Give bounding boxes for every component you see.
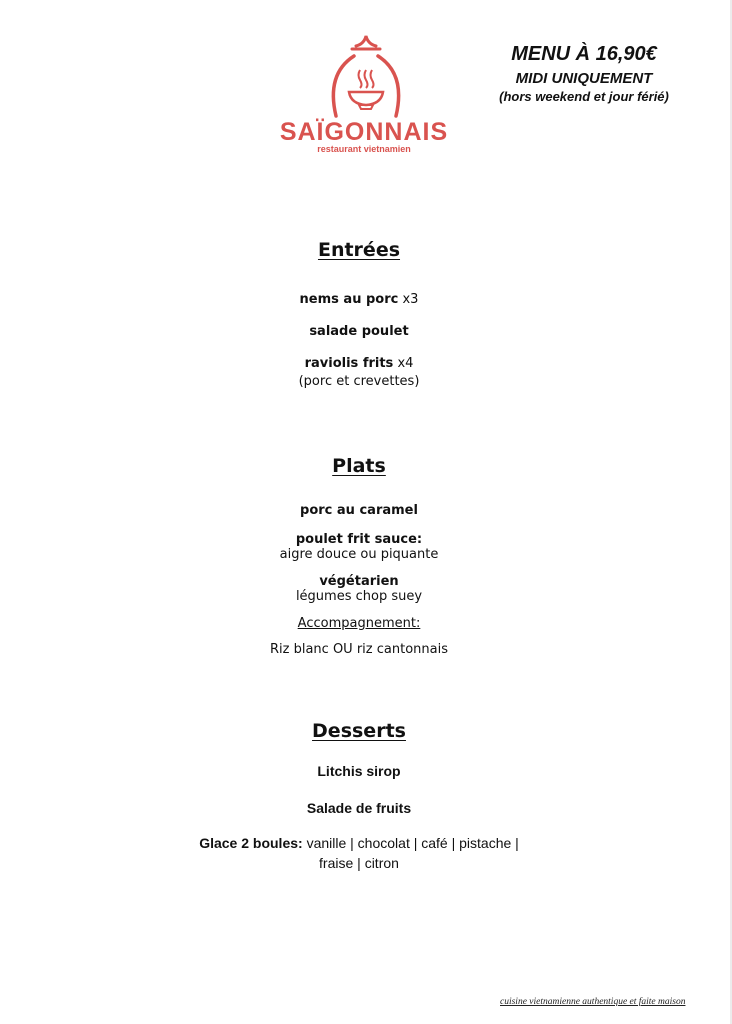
menu-item <box>0 292 718 307</box>
menu-item <box>0 356 718 371</box>
item-name: nems au porc <box>299 292 399 307</box>
item-name: Glace 2 boules: <box>199 835 303 851</box>
bowl-dome-icon <box>276 34 456 124</box>
menu-item: poulet frit sauce: <box>295 532 423 547</box>
item-qty: x3 <box>402 292 419 307</box>
logo-tagline: restaurant vietnamien <box>317 144 411 154</box>
restaurant-logo <box>276 34 456 159</box>
section-title-desserts: Desserts <box>312 720 406 742</box>
section-title-entrees: Entrées <box>317 239 401 261</box>
menu-price: MENU À 16,90€ <box>511 43 657 65</box>
menu-item: Litchis sirop <box>317 763 401 779</box>
section-title-plats: Plats <box>332 455 386 477</box>
footer-note: cuisine vietnamienne authentique et faite maison <box>500 997 686 1007</box>
item-detail: fraise | citron <box>319 855 399 871</box>
accompaniment-options: Riz blanc OU riz cantonnais <box>270 642 448 657</box>
menu-item: Salade de fruits <box>306 800 412 816</box>
menu-item: porc au caramel <box>300 503 418 518</box>
accompaniment-label: Accompagnement: <box>297 616 421 631</box>
item-detail: (porc et crevettes) <box>298 374 420 389</box>
menu-note: (hors weekend et jour férié) <box>499 89 669 104</box>
menu-item: végétarien <box>319 574 399 589</box>
item-qty: x4 <box>397 356 414 371</box>
menu-header <box>464 43 704 104</box>
menu-item <box>0 835 718 851</box>
item-detail: vanille | chocolat | café | pistache | <box>306 835 519 851</box>
logo-name: SAÏGONNAIS <box>279 118 449 146</box>
menu-item: salade poulet <box>309 324 409 339</box>
item-name: raviolis frits <box>304 356 394 371</box>
item-detail: légumes chop suey <box>295 589 423 604</box>
menu-availability: MIDI UNIQUEMENT <box>515 70 653 87</box>
item-detail: aigre douce ou piquante <box>279 547 439 562</box>
